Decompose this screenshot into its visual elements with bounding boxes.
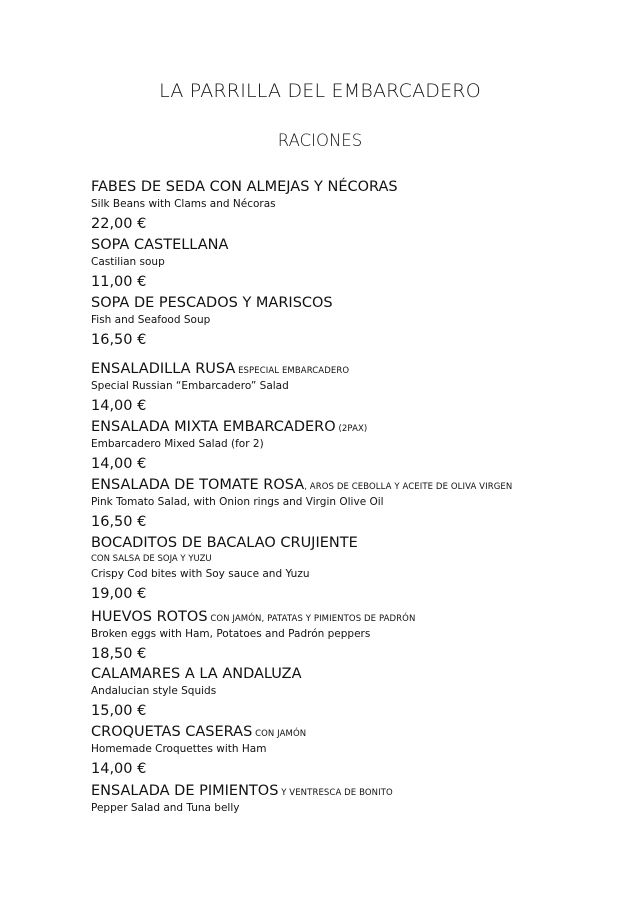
item-price: 11,00 € [91, 274, 147, 290]
item-description: Andalucian style Squids [91, 685, 217, 697]
item-description: Homemade Croquettes with Ham [91, 743, 267, 755]
menu-item [91, 178, 611, 235]
menu-item [91, 476, 611, 533]
item-name-line [91, 782, 611, 800]
item-name-line [91, 418, 611, 436]
item-description: Silk Beans with Clams and Nécoras [91, 198, 276, 210]
menu-item [91, 360, 611, 417]
item-price: 14,00 € [91, 398, 147, 414]
item-name: HUEVOS ROTOS [91, 609, 208, 625]
item-name: BOCADITOS DE BACALAO CRUJIENTE [91, 535, 358, 551]
item-name: CROQUETAS CASERAS [91, 724, 253, 740]
item-note: CON JAMÓN, PATATAS Y PIMIENTOS DE PADRÓN [207, 614, 416, 624]
item-description: Special Russian “Embarcadero” Salad [91, 380, 289, 392]
item-note: ESPECIAL EMBARCADERO [235, 366, 350, 376]
menu-item [91, 608, 611, 665]
menu-item [91, 294, 611, 351]
item-description: Embarcadero Mixed Salad (for 2) [91, 438, 264, 450]
item-note: , AROS DE CEBOLLA Y ACEITE DE OLIVA VIRGEN [304, 482, 513, 492]
item-price: 18,50 € [91, 646, 147, 662]
item-name-line [91, 665, 611, 683]
item-description: Pink Tomato Salad, with Onion rings and Virgin Olive Oil [91, 496, 384, 508]
item-note: Y VENTRESCA DE BONITO [278, 788, 393, 798]
menu-item [91, 236, 611, 293]
item-name: SOPA CASTELLANA [91, 237, 229, 253]
menu-item [91, 534, 611, 605]
restaurant-title: LA PARRILLA DEL EMBARCADERO [159, 80, 481, 102]
item-name-line [91, 294, 611, 312]
menu-item [91, 723, 611, 780]
item-name-line [91, 723, 611, 741]
item-note: CON JAMÓN [252, 729, 307, 739]
item-name-line [91, 608, 611, 626]
item-description: Pepper Salad and Tuna belly [91, 802, 240, 814]
item-name-line [91, 178, 611, 196]
section-heading: RACIONES [277, 131, 363, 150]
menu-item [91, 665, 611, 722]
item-description: Castilian soup [91, 256, 165, 268]
item-name-line [91, 236, 611, 254]
item-price: 15,00 € [91, 703, 147, 719]
item-name-line [91, 476, 611, 494]
item-description: Broken eggs with Ham, Potatoes and Padrón peppers [91, 628, 371, 640]
item-description: Fish and Seafood Soup [91, 314, 211, 326]
item-price: 14,00 € [91, 456, 147, 472]
item-subtitle: CON SALSA DE SOJA Y YUZU [91, 554, 212, 564]
item-note: (2PAX) [335, 424, 368, 434]
menu-item [91, 418, 611, 475]
item-price: 16,50 € [91, 514, 147, 530]
item-price: 14,00 € [91, 761, 147, 777]
item-name: ENSALADA DE PIMIENTOS [91, 783, 279, 799]
item-price: 19,00 € [91, 586, 147, 602]
item-name: ENSALADILLA RUSA [91, 361, 236, 377]
item-description: Crispy Cod bites with Soy sauce and Yuzu [91, 568, 310, 580]
item-price: 22,00 € [91, 216, 147, 232]
menu-item [91, 782, 611, 816]
item-name-line [91, 360, 611, 378]
item-name: FABES DE SEDA CON ALMEJAS Y NÉCORAS [91, 179, 398, 195]
item-name: ENSALADA DE TOMATE ROSA [91, 477, 305, 493]
item-name: SOPA DE PESCADOS Y MARISCOS [91, 295, 333, 311]
item-name: CALAMARES A LA ANDALUZA [91, 666, 302, 682]
item-name: ENSALADA MIXTA EMBARCADERO [91, 419, 336, 435]
item-name-line [91, 534, 611, 552]
item-price: 16,50 € [91, 332, 147, 348]
